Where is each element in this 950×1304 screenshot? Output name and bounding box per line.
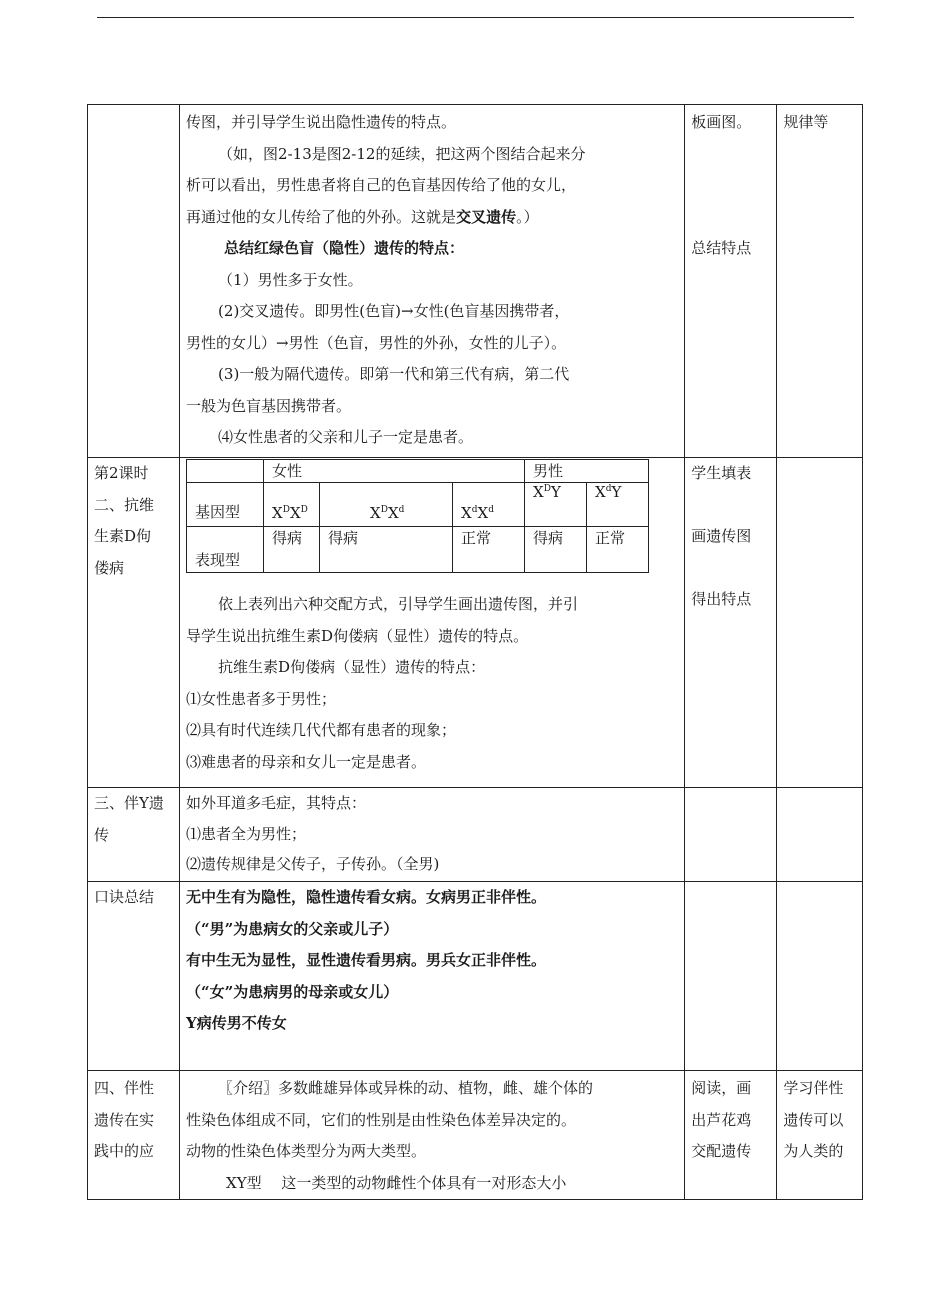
content-cell <box>180 105 685 458</box>
text-line: （1）男性多于女性。 <box>218 270 363 289</box>
purpose-cell <box>777 788 863 882</box>
text-line: XY型 这一类型的动物雌性个体具有一对形态大小 <box>226 1173 567 1192</box>
text-line: (2)交叉遗传。即男性(色盲)→女性(色盲基因携带者， <box>218 302 570 320</box>
mnemonic-line: （“男”为患病女的父亲或儿子） <box>186 919 399 938</box>
phenotype-label: 表现型 <box>187 527 264 573</box>
genotype-cell: $X^DX^D$ <box>264 483 320 527</box>
row-heading-cell <box>88 458 180 788</box>
text-line <box>186 202 678 234</box>
text-line: 析可以看出，男性患者将自己的色盲基因传给了他的女儿， <box>186 176 577 194</box>
phenotype-cell: 得病 <box>320 527 453 573</box>
text-line: ⑷女性患者的父亲和儿子一定是患者。 <box>218 428 474 446</box>
male-header: 男性 <box>525 460 649 483</box>
text-line: 〖介绍〗多数雌雄异体或异株的动、植物，雌、雄个体的 <box>218 1079 594 1097</box>
activity-line <box>691 202 770 234</box>
activity-cell <box>685 882 777 1071</box>
genotype-table <box>186 459 649 573</box>
text-line: 导学生说出抗维生素D佝偻病（显性）遗传的特点。 <box>186 626 529 645</box>
row-heading-line: 口诀总结 <box>94 888 155 906</box>
phenotype-cell: 正常 <box>587 527 649 573</box>
activity-cell <box>685 105 777 458</box>
purpose-cell <box>777 882 863 1071</box>
row-heading-line: 四、伴性 <box>94 1079 155 1097</box>
activity-line: 画遗传图 <box>691 527 752 545</box>
phenotype-cell: 得病 <box>525 527 587 573</box>
activity-line <box>691 553 770 585</box>
table-row <box>88 788 863 882</box>
activity-line: 总结特点 <box>691 239 752 257</box>
activity-line: 阅读，画 <box>691 1079 752 1097</box>
row-heading-line: 生素D佝 <box>94 527 152 545</box>
activity-line <box>691 139 770 171</box>
text-line: (3)一般为隔代遗传。即第一代和第三代有病，第二代 <box>218 365 570 383</box>
purpose-line: 为人类的 <box>783 1142 844 1160</box>
bold-term: 交叉遗传 <box>456 207 517 226</box>
row-heading-line: 三、伴Y遗 <box>94 794 164 812</box>
purpose-line: 遗传可以 <box>783 1110 844 1129</box>
row-heading-line: 遗传在实 <box>94 1110 155 1129</box>
content-cell <box>180 788 685 882</box>
table-row <box>88 882 863 1071</box>
purpose-cell <box>777 458 863 788</box>
mnemonic-line: 无中生有为隐性，隐性遗传看女病。女病男正非伴性。 <box>186 888 547 906</box>
text-line: ⑵遗传规律是父传子，子传孙。（全男) <box>186 855 440 873</box>
text-line: 抗维生素D佝偻病（显性）遗传的特点： <box>218 658 486 676</box>
content-cell <box>180 1071 685 1200</box>
row-heading-line: 践中的应 <box>94 1142 155 1160</box>
section-heading: 总结红绿色盲（隐性）遗传的特点： <box>224 239 465 257</box>
row-heading-cell <box>88 105 180 458</box>
mnemonic-line: Y病传男不传女 <box>186 1014 287 1032</box>
text-line: ⑴女性患者多于男性； <box>186 689 337 708</box>
mnemonic-line: （“女”为患病男的母亲或女儿） <box>186 982 399 1001</box>
text-line: （如，图2-13是图2-12的延续，把这两个图结合起来分 <box>218 144 586 163</box>
header-rule <box>97 17 854 18</box>
activity-cell <box>685 1071 777 1200</box>
lesson-plan-table <box>87 104 863 1200</box>
genotype-cell: $X^dX^d$ <box>453 483 525 527</box>
row-heading-line: 二、抗维 <box>94 495 155 514</box>
genotype-label: 基因型 <box>187 483 264 527</box>
row-heading-line: 偻病 <box>94 558 125 577</box>
row-heading-line: 传 <box>94 825 110 844</box>
table-row <box>88 1071 863 1200</box>
content-cell <box>180 458 685 788</box>
text-line: 性染色体组成不同，它们的性别是由性染色体差异决定的。 <box>186 1110 577 1129</box>
activity-line <box>691 170 770 202</box>
text-line: 如外耳道多毛症，其特点： <box>186 794 367 812</box>
purpose-cell <box>777 1071 863 1200</box>
activity-line: 学生填表 <box>691 464 752 482</box>
phenotype-cell: 得病 <box>264 527 320 573</box>
genotype-table-corner <box>187 460 264 483</box>
genotype-cell: $X^DY$ <box>525 483 587 527</box>
content-cell <box>180 882 685 1071</box>
text-line: 一般为色盲基因携带者。 <box>186 396 352 415</box>
purpose-line: 学习伴性 <box>783 1079 844 1097</box>
text-line: 传图，并引导学生说出隐性遗传的特点。 <box>186 113 457 131</box>
row-heading-line: 第2课时 <box>94 464 149 482</box>
activity-line <box>691 490 770 522</box>
mnemonic-line: 有中生无为显性，显性遗传看男病。男兵女正非伴性。 <box>186 951 547 969</box>
purpose-line: 规律等 <box>783 113 829 131</box>
phenotype-cell: 正常 <box>453 527 525 573</box>
row-heading-cell <box>88 788 180 882</box>
activity-line: 板画图。 <box>691 113 752 131</box>
text-line: 动物的性染色体类型分为两大类型。 <box>186 1142 427 1160</box>
activity-line: 交配遗传 <box>691 1142 752 1160</box>
table-row <box>88 458 863 788</box>
purpose-cell <box>777 105 863 458</box>
genotype-cell: $X^dY$ <box>587 483 649 527</box>
text-line: ⑴患者全为男性； <box>186 824 307 843</box>
text-line: 男性的女儿）→男性（色盲，男性的外孙，女性的儿子）。 <box>186 333 567 352</box>
text-line: 依上表列出六种交配方式，引导学生画出遗传图，并引 <box>218 595 579 613</box>
genotype-cell: $X^DX^d$ <box>320 483 453 527</box>
female-header: 女性 <box>264 460 525 483</box>
text-line: ⑵具有时代连续几代代都有患者的现象； <box>186 721 457 739</box>
text-span: 再通过他的女儿传给了他的外孙。这就是 <box>186 207 457 226</box>
activity-line: 出芦花鸡 <box>691 1110 752 1129</box>
row-heading-cell <box>88 882 180 1071</box>
row-heading-cell <box>88 1071 180 1200</box>
activity-line: 得出特点 <box>691 590 752 608</box>
text-span: 。） <box>516 207 539 226</box>
activity-cell <box>685 458 777 788</box>
activity-cell <box>685 788 777 882</box>
text-line: ⑶难患者的母亲和女儿一定是患者。 <box>186 752 427 771</box>
table-row <box>88 105 863 458</box>
